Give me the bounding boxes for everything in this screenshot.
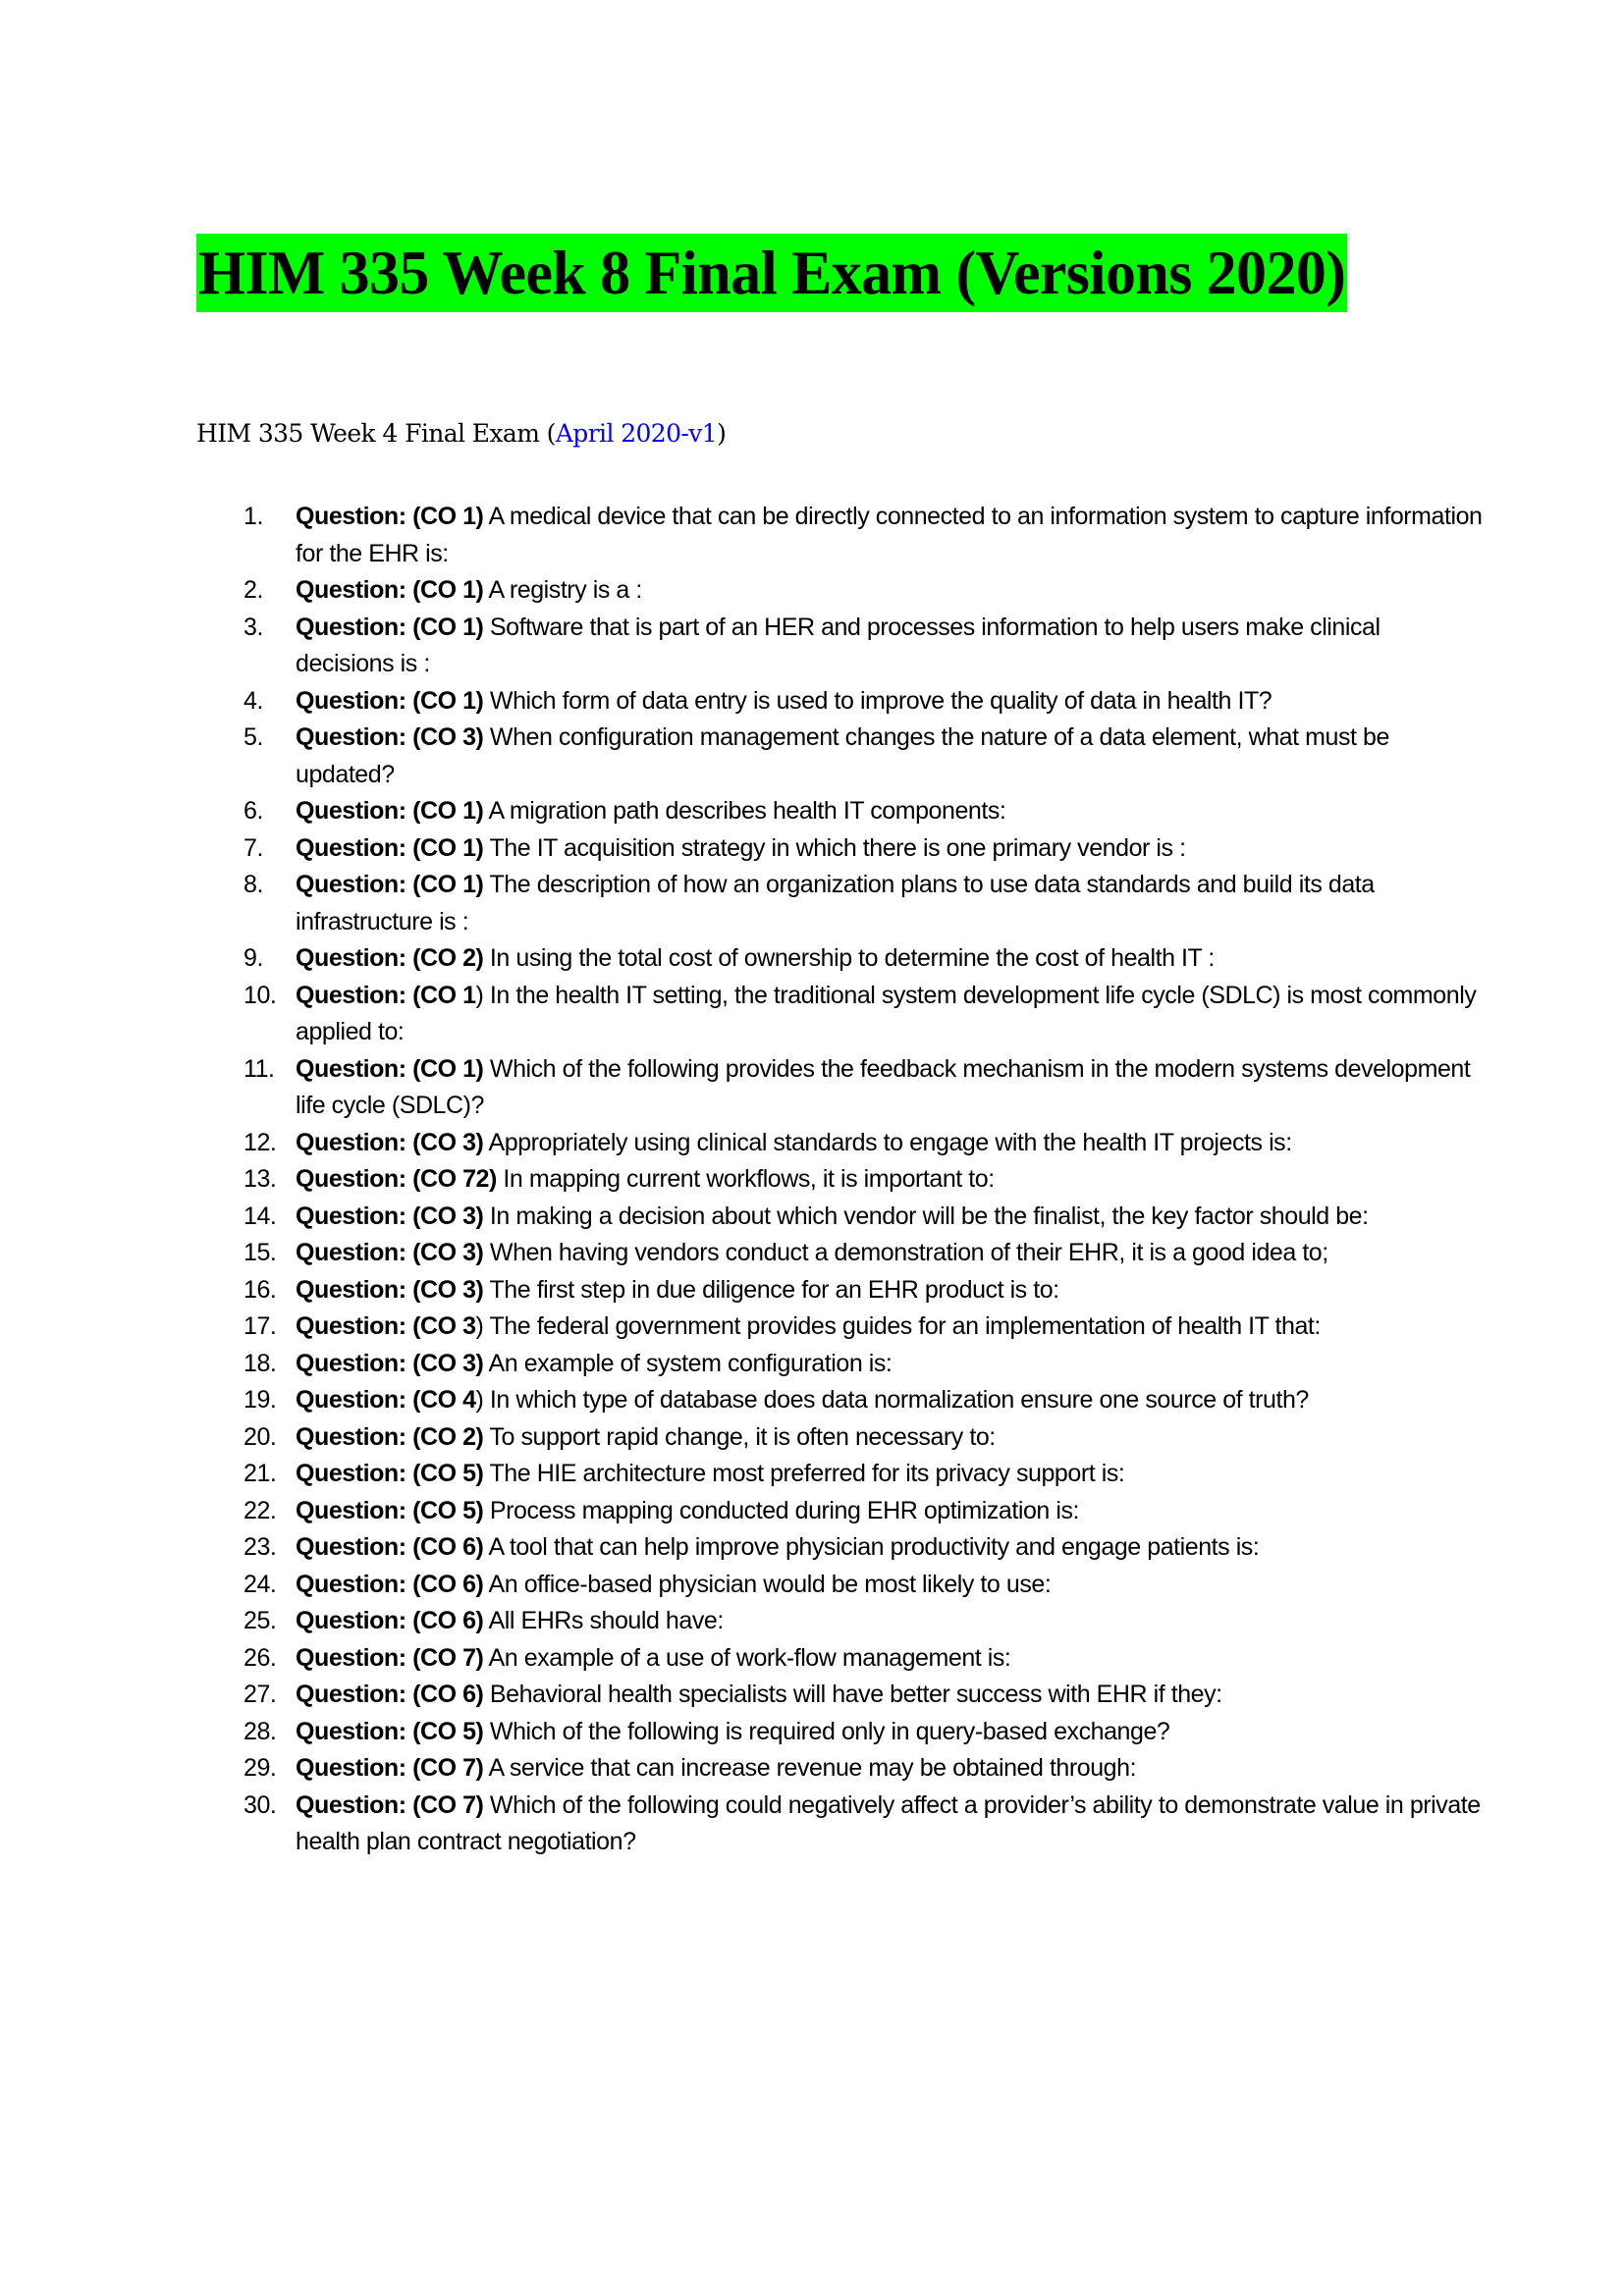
question-item — [196, 572, 1483, 610]
question-item — [196, 1677, 1483, 1714]
question-text: The description of how an organization plans to use data standards and build its data infrastructure is : — [296, 871, 1375, 935]
question-number: 21. — [244, 1460, 277, 1487]
question-label: Question: (CO 1) — [296, 613, 484, 641]
question-label: Question: (CO 1) — [296, 503, 484, 530]
question-number: 30. — [244, 1790, 277, 1819]
question-list — [196, 499, 1483, 1861]
question-text: When having vendors conduct a demonstration of their EHR, it is a good idea to; — [483, 1239, 1328, 1266]
question-label: Question: (CO 7) — [296, 1790, 484, 1819]
question-number: 13. — [244, 1165, 277, 1193]
question-number: 16. — [244, 1275, 277, 1304]
question-number: 14. — [244, 1201, 277, 1230]
question-number: 2. — [244, 576, 263, 604]
title-block — [196, 234, 1371, 312]
question-text: To support rapid change, it is often necessary to: — [483, 1422, 996, 1451]
question-label: Question: (CO 5) — [296, 1717, 484, 1745]
question-item — [196, 1308, 1483, 1346]
question-label: Question: (CO 3 — [296, 1312, 476, 1340]
question-label: Question: (CO 4 — [296, 1386, 476, 1414]
question-text: In using the total cost of ownership to determine the cost of health IT : — [483, 944, 1215, 972]
question-text: Appropriately using clinical standards to engage with the health IT projects is: — [483, 1128, 1292, 1156]
question-label: Question: (CO 5) — [296, 1496, 484, 1524]
question-item — [196, 1567, 1483, 1604]
question-text: All EHRs should have: — [483, 1607, 724, 1634]
question-text: In making a decision about which vendor will be the finalist, the key factor should be: — [483, 1201, 1369, 1230]
question-label: Question: (CO 1) — [296, 871, 484, 898]
question-item — [196, 1051, 1483, 1125]
question-label: Question: (CO 5) — [296, 1460, 484, 1487]
question-number: 18. — [244, 1349, 277, 1377]
question-text: An office-based physician would be most likely to use: — [483, 1570, 1052, 1598]
question-item — [196, 940, 1483, 978]
question-number: 8. — [244, 871, 263, 898]
question-number: 29. — [244, 1754, 277, 1782]
question-text: Which of the following could negatively affect a provider’s ability to demonstrate value in private health plan contract negotiation? — [296, 1790, 1481, 1855]
question-label: Question: (CO 2) — [296, 944, 484, 972]
question-item — [196, 793, 1483, 830]
question-number: 4. — [244, 686, 263, 715]
question-item — [196, 1603, 1483, 1640]
question-number: 9. — [244, 944, 263, 972]
question-item — [196, 1493, 1483, 1530]
question-item — [196, 720, 1483, 793]
question-label: Question: (CO 1) — [296, 797, 484, 825]
question-item — [196, 1640, 1483, 1678]
question-text: In mapping current workflows, it is important to: — [496, 1165, 995, 1193]
question-number: 25. — [244, 1607, 277, 1634]
question-label: Question: (CO 3) — [296, 1201, 484, 1230]
question-text: Which form of data entry is used to improve the quality of data in health IT? — [483, 686, 1272, 715]
question-number: 26. — [244, 1643, 277, 1672]
question-label: Question: (CO 6) — [296, 1570, 484, 1598]
question-item — [196, 1788, 1483, 1861]
question-label: Question: (CO 7) — [296, 1643, 484, 1672]
question-text: A tool that can help improve physician productivity and engage patients is: — [483, 1533, 1260, 1561]
question-text: The HIE architecture most preferred for its privacy support is: — [483, 1460, 1125, 1487]
question-label: Question: (CO 72) — [296, 1165, 497, 1193]
exam-version-link[interactable]: April 2020-v1 — [555, 419, 718, 448]
exam-version-heading — [196, 416, 726, 452]
question-label: Question: (CO 3) — [296, 723, 484, 751]
question-label: Question: (CO 6) — [296, 1533, 484, 1561]
question-number: 15. — [244, 1239, 277, 1266]
question-number: 23. — [244, 1533, 277, 1561]
question-text: A migration path describes health IT components: — [483, 797, 1006, 825]
question-item — [196, 499, 1483, 572]
question-number: 19. — [244, 1386, 277, 1414]
question-item — [196, 1346, 1483, 1383]
question-item — [196, 683, 1483, 721]
question-item — [196, 1750, 1483, 1788]
question-text: Process mapping conducted during EHR optimization is: — [483, 1496, 1079, 1524]
question-number: 27. — [244, 1681, 277, 1708]
question-label: Question: (CO 1) — [296, 1054, 484, 1083]
question-label: Question: (CO 2) — [296, 1422, 484, 1451]
question-text: ) In which type of database does data normalization ensure one source of truth? — [475, 1386, 1309, 1414]
question-number: 3. — [244, 613, 263, 641]
question-number: 12. — [244, 1128, 277, 1156]
question-text: Behavioral health specialists will have better success with EHR if they: — [483, 1681, 1222, 1708]
question-item — [196, 1199, 1483, 1236]
question-item — [196, 867, 1483, 940]
question-item — [196, 1419, 1483, 1457]
question-text: When configuration management changes the nature of a data element, what must be updated? — [296, 723, 1389, 788]
question-item — [196, 1272, 1483, 1309]
question-item — [196, 1235, 1483, 1272]
question-text: A medical device that can be directly connected to an information system to capture information for the EHR is: — [296, 503, 1483, 567]
question-number: 10. — [244, 981, 277, 1009]
question-label: Question: (CO 1) — [296, 833, 484, 862]
question-label: Question: (CO 3) — [296, 1349, 484, 1377]
question-text: Which of the following is required only in query-based exchange? — [483, 1717, 1170, 1745]
question-label: Question: (CO 1) — [296, 686, 484, 715]
question-text: The first step in due diligence for an EHR product is to: — [483, 1275, 1059, 1304]
question-number: 11. — [244, 1054, 275, 1083]
question-item — [196, 830, 1483, 868]
question-label: Question: (CO 7) — [296, 1754, 484, 1782]
question-item — [196, 610, 1483, 683]
question-text: An example of system configuration is: — [483, 1349, 893, 1377]
question-label: Question: (CO 3) — [296, 1128, 484, 1156]
question-text: ) In the health IT setting, the traditional system development life cycle (SDLC) is most commonly applied to: — [296, 981, 1477, 1045]
exam-version-prefix: HIM 335 Week 4 Final Exam ( — [196, 419, 556, 448]
question-item — [196, 1456, 1483, 1493]
question-item — [196, 1125, 1483, 1162]
question-text: Software that is part of an HER and processes information to help users make clinical decisions is : — [296, 613, 1380, 677]
question-number: 28. — [244, 1717, 277, 1745]
question-item — [196, 1529, 1483, 1567]
question-text: The IT acquisition strategy in which there is one primary vendor is : — [483, 833, 1186, 862]
question-number: 5. — [244, 723, 263, 751]
question-label: Question: (CO 3) — [296, 1275, 484, 1304]
question-text: An example of a use of work-flow management is: — [483, 1643, 1011, 1672]
question-label: Question: (CO 1) — [296, 576, 484, 604]
question-item — [196, 1161, 1483, 1199]
question-item — [196, 978, 1483, 1051]
question-label: Question: (CO 1 — [296, 981, 476, 1009]
question-label: Question: (CO 6) — [296, 1607, 484, 1634]
question-text: Which of the following provides the feedback mechanism in the modern systems development life cycle (SDLC)? — [296, 1054, 1471, 1119]
question-label: Question: (CO 6) — [296, 1681, 484, 1708]
question-label: Question: (CO 3) — [296, 1239, 484, 1266]
question-number: 24. — [244, 1570, 277, 1598]
question-number: 17. — [244, 1312, 277, 1340]
question-number: 6. — [244, 797, 263, 825]
question-number: 22. — [244, 1496, 277, 1524]
question-item — [196, 1714, 1483, 1751]
question-number: 20. — [244, 1422, 277, 1451]
question-number: 1. — [244, 503, 263, 530]
document-title: HIM 335 Week 8 Final Exam (Versions 2020) — [196, 234, 1347, 312]
question-number: 7. — [244, 833, 263, 862]
exam-version-suffix: ) — [717, 419, 727, 448]
question-text: ) The federal government provides guides for an implementation of health IT that: — [475, 1312, 1321, 1340]
question-text: A registry is a : — [483, 576, 642, 604]
question-item — [196, 1382, 1483, 1419]
question-text: A service that can increase revenue may be obtained through: — [483, 1754, 1137, 1782]
